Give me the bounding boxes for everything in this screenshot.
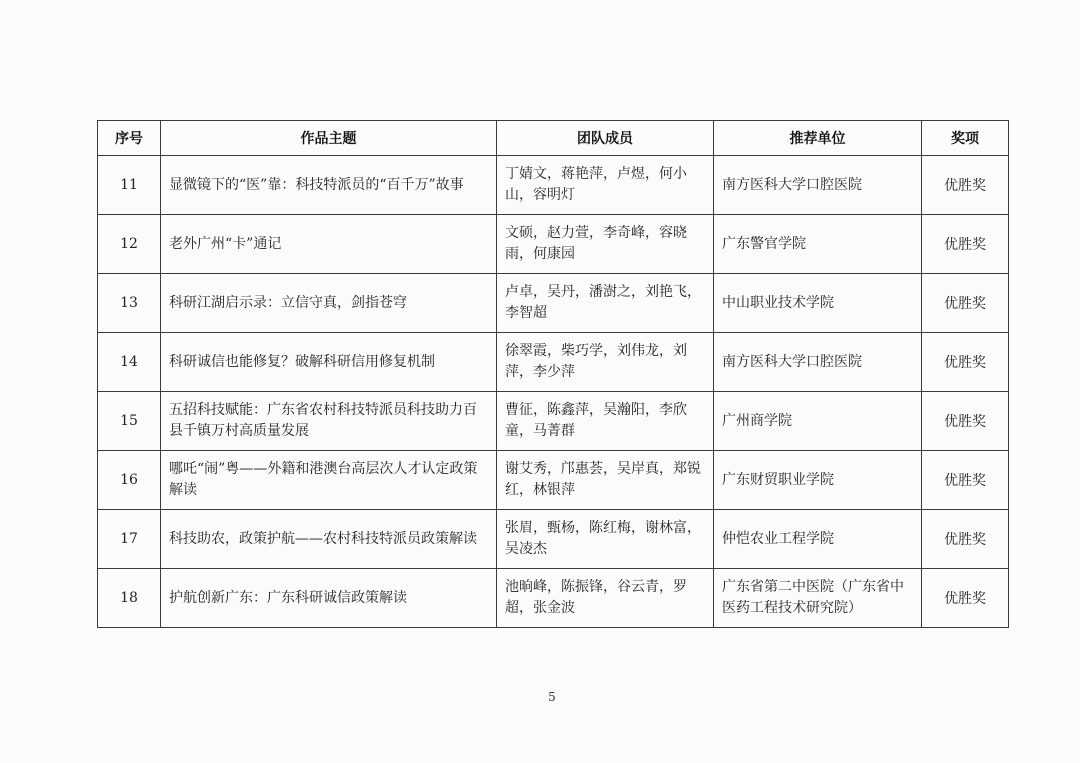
award-table [97, 120, 1009, 628]
row-members: 谢艾秀，邝惠荟，吴岸真，郑锐红，林银萍 [497, 451, 714, 510]
row-title: 五招科技赋能：广东省农村科技特派员科技助力百县千镇万村高质量发展 [161, 392, 497, 451]
row-members: 卢卓，吴丹，潘澍之，刘艳飞，李智超 [497, 274, 714, 333]
row-index: 16 [98, 451, 161, 510]
table-row [98, 156, 1009, 215]
row-award: 优胜奖 [922, 215, 1009, 274]
table-row [98, 392, 1009, 451]
row-index: 18 [98, 569, 161, 628]
header-award: 奖项 [922, 121, 1009, 156]
row-members: 张眉，甄杨，陈红梅，谢林富，吴凌杰 [497, 510, 714, 569]
row-unit: 广东警官学院 [714, 215, 922, 274]
row-title: 科技助农，政策护航——农村科技特派员政策解读 [161, 510, 497, 569]
row-award: 优胜奖 [922, 274, 1009, 333]
row-title: 护航创新广东：广东科研诚信政策解读 [161, 569, 497, 628]
header-index: 序号 [98, 121, 161, 156]
row-members: 文硕，赵力萱，李奇峰，容晓雨，何康园 [497, 215, 714, 274]
header-title: 作品主题 [161, 121, 497, 156]
row-unit: 广州商学院 [714, 392, 922, 451]
row-title: 科研江湖启示录：立信守真，剑指苍穹 [161, 274, 497, 333]
row-index: 15 [98, 392, 161, 451]
table-row [98, 333, 1009, 392]
row-index: 11 [98, 156, 161, 215]
row-title: 哪吒“闹”粤——外籍和港澳台高层次人才认定政策解读 [161, 451, 497, 510]
row-title: 科研诚信也能修复？破解科研信用修复机制 [161, 333, 497, 392]
header-members: 团队成员 [497, 121, 714, 156]
row-index: 17 [98, 510, 161, 569]
row-index: 12 [98, 215, 161, 274]
table-row [98, 510, 1009, 569]
row-award: 优胜奖 [922, 392, 1009, 451]
row-award: 优胜奖 [922, 333, 1009, 392]
row-title: 老外广州“卡”通记 [161, 215, 497, 274]
row-award: 优胜奖 [922, 156, 1009, 215]
row-members: 池晌峰，陈振锋，谷云青，罗超，张金波 [497, 569, 714, 628]
table-header-row [98, 121, 1009, 156]
row-index: 13 [98, 274, 161, 333]
row-unit: 南方医科大学口腔医院 [714, 156, 922, 215]
row-title: 显微镜下的“医”靠：科技特派员的“百千万”故事 [161, 156, 497, 215]
row-award: 优胜奖 [922, 510, 1009, 569]
row-members: 曹征，陈鑫萍，吴瀚阳，李欣童，马菁群 [497, 392, 714, 451]
table-row [98, 274, 1009, 333]
row-award: 优胜奖 [922, 451, 1009, 510]
table-row [98, 451, 1009, 510]
row-unit: 广东财贸职业学院 [714, 451, 922, 510]
header-unit: 推荐单位 [714, 121, 922, 156]
page-number: 5 [548, 690, 556, 704]
row-index: 14 [98, 333, 161, 392]
row-unit: 仲恺农业工程学院 [714, 510, 922, 569]
row-award: 优胜奖 [922, 569, 1009, 628]
row-unit: 中山职业技术学院 [714, 274, 922, 333]
table-row [98, 215, 1009, 274]
row-unit: 广东省第二中医院（广东省中医药工程技术研究院） [714, 569, 922, 628]
table-row [98, 569, 1009, 628]
row-unit: 南方医科大学口腔医院 [714, 333, 922, 392]
row-members: 丁婧文，蒋艳萍，卢煜，何小山，容明灯 [497, 156, 714, 215]
row-members: 徐翠霞，柴巧学，刘伟龙，刘萍，李少萍 [497, 333, 714, 392]
